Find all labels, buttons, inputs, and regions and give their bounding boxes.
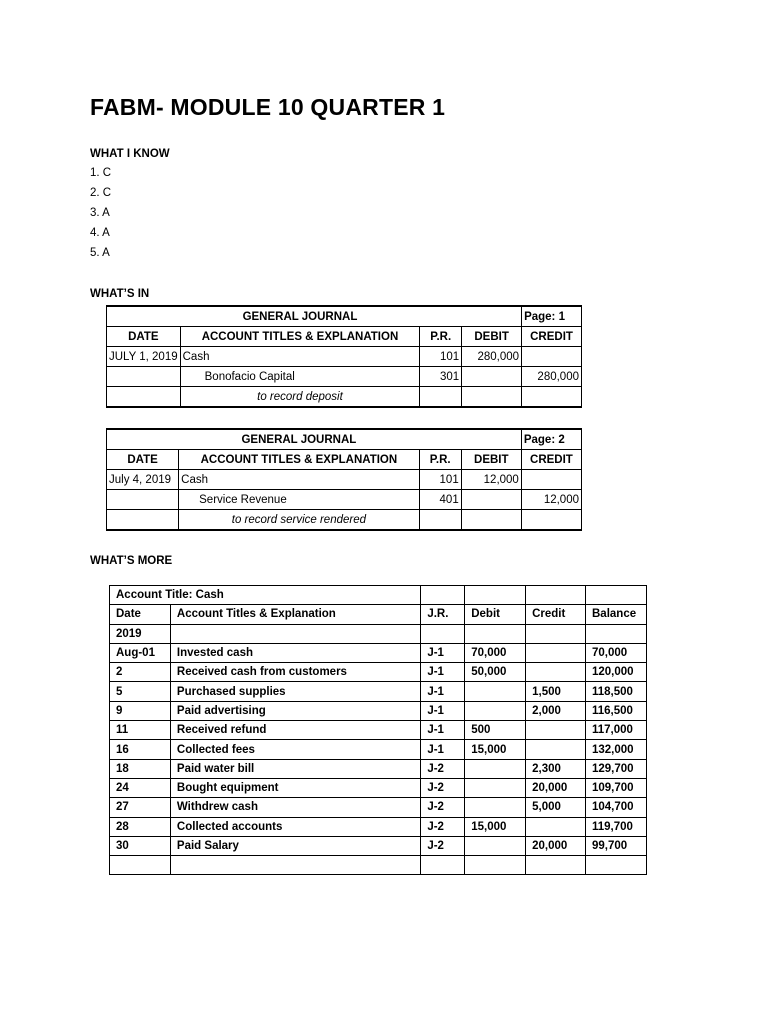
ledger-header-debit: Debit bbox=[465, 605, 526, 624]
ledger-year: 2019 bbox=[110, 624, 171, 643]
col-header-date: DATE bbox=[107, 327, 181, 347]
entry-pr: 101 bbox=[419, 470, 461, 490]
entry-pr: 301 bbox=[420, 367, 462, 387]
cash-ledger bbox=[109, 585, 647, 875]
ledger-balance: 132,000 bbox=[586, 740, 647, 759]
ledger-balance: 116,500 bbox=[586, 701, 647, 720]
ledger-date: 27 bbox=[110, 798, 171, 817]
whats-in-heading: WHAT’S IN bbox=[90, 288, 150, 300]
ledger-account: Withdrew cash bbox=[170, 798, 420, 817]
ledger-row bbox=[110, 817, 647, 836]
answer-5: 5. A bbox=[90, 247, 110, 259]
ledger-credit bbox=[526, 817, 586, 836]
col-header-account: ACCOUNT TITLES & EXPLANATION bbox=[180, 327, 420, 347]
ledger-balance: 120,000 bbox=[586, 663, 647, 682]
ledger-date: 16 bbox=[110, 740, 171, 759]
ledger-balance: 129,700 bbox=[586, 759, 647, 778]
general-journal-1 bbox=[106, 305, 582, 408]
ledger-jr: J-2 bbox=[421, 817, 465, 836]
entry-account: Cash bbox=[180, 347, 420, 367]
ledger-debit: 15,000 bbox=[465, 817, 526, 836]
ledger-debit bbox=[465, 682, 526, 701]
answer-2: 2. C bbox=[90, 187, 112, 199]
entry-date: JULY 1, 2019 bbox=[107, 347, 181, 367]
ledger-account: Collected fees bbox=[170, 740, 420, 759]
ledger-jr: J-1 bbox=[421, 643, 465, 662]
entry-debit bbox=[461, 490, 521, 510]
ledger-row bbox=[110, 759, 647, 778]
ledger-date: 24 bbox=[110, 778, 171, 797]
ledger-empty-row bbox=[110, 856, 647, 875]
entry-debit bbox=[462, 367, 522, 387]
ledger-jr: J-1 bbox=[421, 663, 465, 682]
answer-1: 1. C bbox=[90, 167, 112, 179]
entry-credit bbox=[522, 347, 582, 367]
ledger-jr: J-1 bbox=[421, 682, 465, 701]
entry-account: Service Revenue bbox=[179, 490, 420, 510]
col-header-credit: CREDIT bbox=[522, 327, 582, 347]
ledger-date: 11 bbox=[110, 721, 171, 740]
ledger-balance: 104,700 bbox=[586, 798, 647, 817]
ledger-row bbox=[110, 663, 647, 682]
ledger-jr: J-2 bbox=[421, 836, 465, 855]
ledger-debit bbox=[465, 701, 526, 720]
entry-date: July 4, 2019 bbox=[107, 470, 179, 490]
entry-account: Cash bbox=[179, 470, 420, 490]
ledger-header-date: Date bbox=[110, 605, 171, 624]
ledger-jr: J-2 bbox=[421, 778, 465, 797]
ledger-account-title: Account Title: Cash bbox=[110, 586, 421, 605]
ledger-credit: 20,000 bbox=[526, 778, 586, 797]
entry-account: Bonofacio Capital bbox=[180, 367, 420, 387]
ledger-account: Paid advertising bbox=[170, 701, 420, 720]
ledger-balance: 109,700 bbox=[586, 778, 647, 797]
ledger-date: 2 bbox=[110, 663, 171, 682]
ledger-account: Received refund bbox=[170, 721, 420, 740]
ledger-row bbox=[110, 701, 647, 720]
ledger-account: Bought equipment bbox=[170, 778, 420, 797]
ledger-credit: 1,500 bbox=[526, 682, 586, 701]
ledger-row bbox=[110, 682, 647, 701]
ledger-credit bbox=[526, 721, 586, 740]
col-header-pr: P.R. bbox=[419, 450, 461, 470]
ledger-row bbox=[110, 778, 647, 797]
whats-more-heading: WHAT’S MORE bbox=[90, 555, 173, 567]
ledger-jr: J-1 bbox=[421, 701, 465, 720]
ledger-header-credit: Credit bbox=[526, 605, 586, 624]
entry-credit bbox=[521, 470, 581, 490]
ledger-date: 18 bbox=[110, 759, 171, 778]
ledger-debit bbox=[465, 836, 526, 855]
col-header-debit: DEBIT bbox=[462, 327, 522, 347]
ledger-account: Paid water bill bbox=[170, 759, 420, 778]
ledger-balance: 119,700 bbox=[586, 817, 647, 836]
ledger-balance: 117,000 bbox=[586, 721, 647, 740]
journal-title: GENERAL JOURNAL bbox=[180, 306, 420, 327]
ledger-credit bbox=[526, 663, 586, 682]
ledger-credit bbox=[526, 740, 586, 759]
col-header-date: DATE bbox=[107, 450, 179, 470]
what-i-know-heading: WHAT I KNOW bbox=[90, 148, 170, 160]
entry-debit: 280,000 bbox=[462, 347, 522, 367]
journal-page: Page: 2 bbox=[521, 429, 581, 450]
entry-pr: 401 bbox=[419, 490, 461, 510]
ledger-debit: 50,000 bbox=[465, 663, 526, 682]
ledger-jr: J-1 bbox=[421, 740, 465, 759]
ledger-debit: 15,000 bbox=[465, 740, 526, 759]
ledger-debit bbox=[465, 759, 526, 778]
ledger-debit bbox=[465, 798, 526, 817]
entry-explanation: to record deposit bbox=[180, 387, 420, 408]
ledger-balance: 70,000 bbox=[586, 643, 647, 662]
entry-credit: 280,000 bbox=[522, 367, 582, 387]
ledger-row bbox=[110, 740, 647, 759]
ledger-date: Aug-01 bbox=[110, 643, 171, 662]
ledger-jr: J-2 bbox=[421, 759, 465, 778]
ledger-date: 5 bbox=[110, 682, 171, 701]
journal-title: GENERAL JOURNAL bbox=[179, 429, 420, 450]
ledger-account: Collected accounts bbox=[170, 817, 420, 836]
ledger-header-jr: J.R. bbox=[421, 605, 465, 624]
ledger-credit: 5,000 bbox=[526, 798, 586, 817]
ledger-jr: J-1 bbox=[421, 721, 465, 740]
ledger-row bbox=[110, 798, 647, 817]
ledger-row bbox=[110, 836, 647, 855]
ledger-account: Paid Salary bbox=[170, 836, 420, 855]
general-journal-2 bbox=[106, 428, 582, 531]
ledger-debit bbox=[465, 778, 526, 797]
ledger-jr: J-2 bbox=[421, 798, 465, 817]
entry-debit: 12,000 bbox=[461, 470, 521, 490]
ledger-row bbox=[110, 721, 647, 740]
ledger-row bbox=[110, 643, 647, 662]
col-header-debit: DEBIT bbox=[461, 450, 521, 470]
ledger-date: 30 bbox=[110, 836, 171, 855]
journal-page: Page: 1 bbox=[522, 306, 582, 327]
ledger-balance: 99,700 bbox=[586, 836, 647, 855]
page-title: FABM- MODULE 10 QUARTER 1 bbox=[90, 94, 446, 120]
ledger-debit: 500 bbox=[465, 721, 526, 740]
ledger-header-account: Account Titles & Explanation bbox=[170, 605, 420, 624]
entry-explanation: to record service rendered bbox=[179, 510, 420, 531]
entry-pr: 101 bbox=[420, 347, 462, 367]
ledger-account: Invested cash bbox=[170, 643, 420, 662]
ledger-credit: 20,000 bbox=[526, 836, 586, 855]
ledger-date: 28 bbox=[110, 817, 171, 836]
ledger-header-balance: Balance bbox=[586, 605, 647, 624]
answer-4: 4. A bbox=[90, 227, 110, 239]
ledger-credit: 2,000 bbox=[526, 701, 586, 720]
ledger-date: 9 bbox=[110, 701, 171, 720]
ledger-account: Purchased supplies bbox=[170, 682, 420, 701]
ledger-balance: 118,500 bbox=[586, 682, 647, 701]
col-header-credit: CREDIT bbox=[521, 450, 581, 470]
ledger-account: Received cash from customers bbox=[170, 663, 420, 682]
ledger-debit: 70,000 bbox=[465, 643, 526, 662]
ledger-credit: 2,300 bbox=[526, 759, 586, 778]
ledger-credit bbox=[526, 643, 586, 662]
col-header-pr: P.R. bbox=[420, 327, 462, 347]
col-header-account: ACCOUNT TITLES & EXPLANATION bbox=[179, 450, 420, 470]
answer-3: 3. A bbox=[90, 207, 110, 219]
entry-credit: 12,000 bbox=[521, 490, 581, 510]
